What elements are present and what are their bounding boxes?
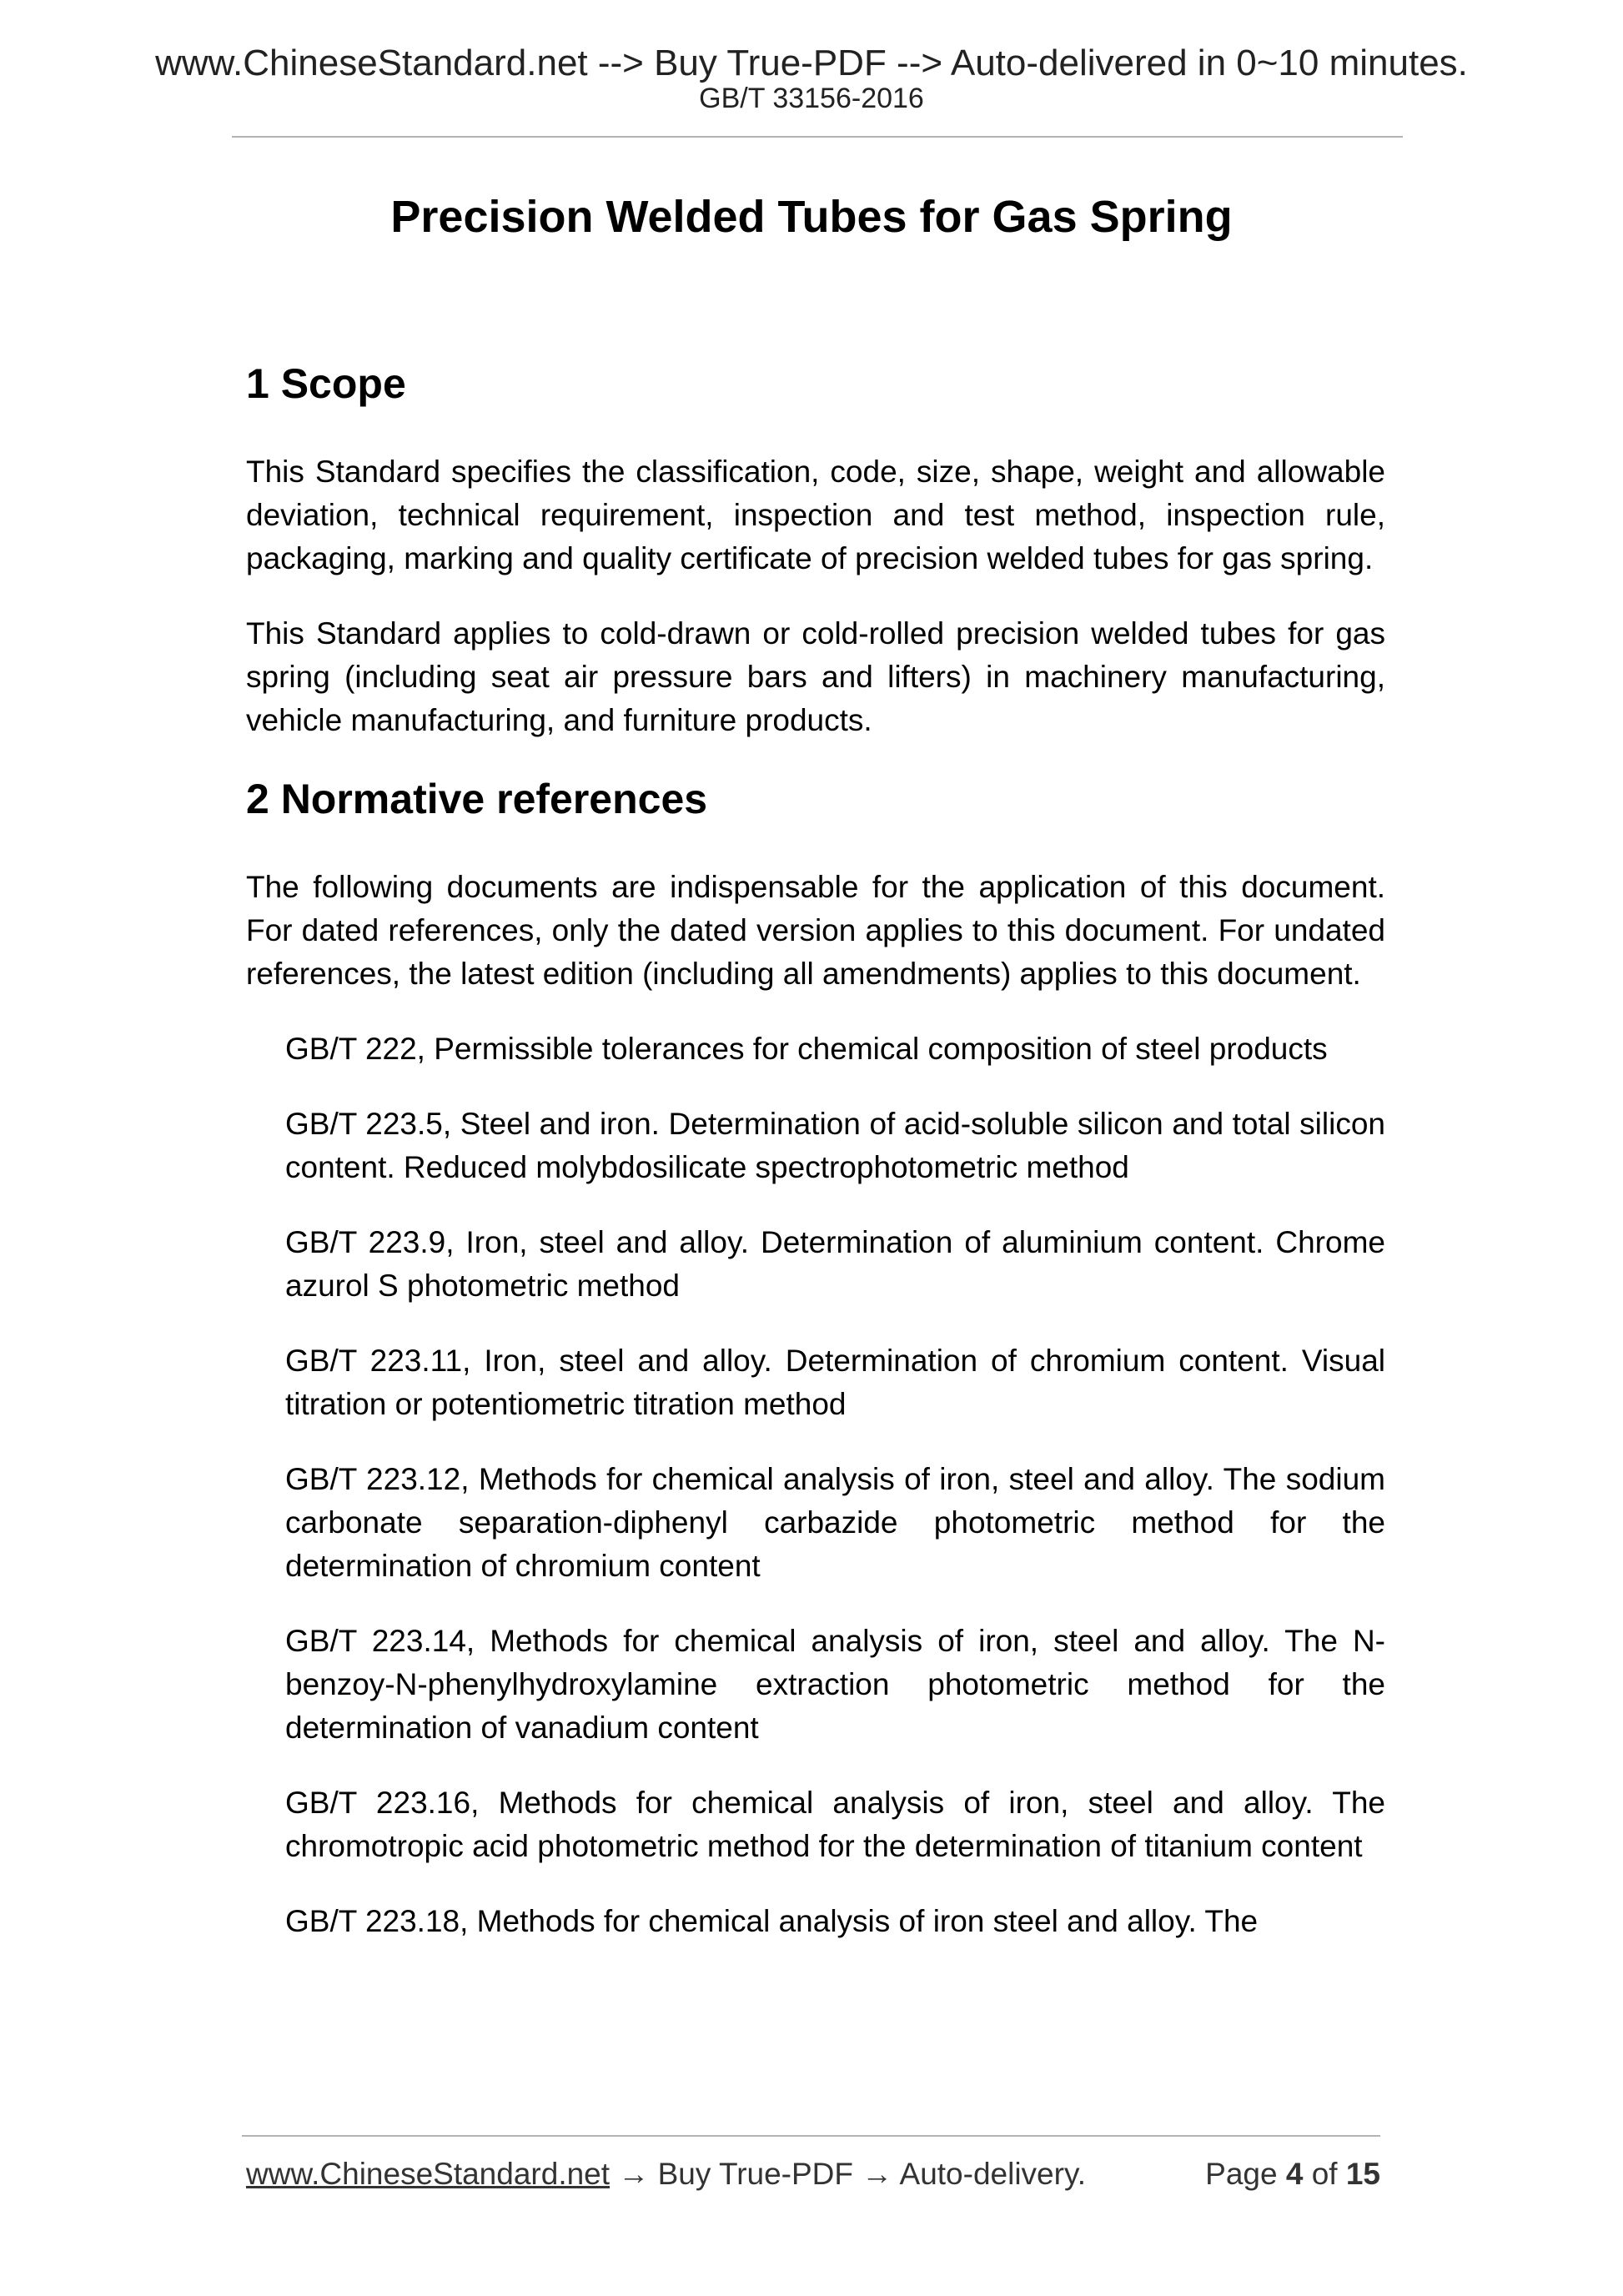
reference-item: GB/T 222, Permissible tolerances for chemical composition of steel products: [285, 1032, 1328, 1066]
reference-item: GB/T 223.14, Methods for chemical analysis of iron, steel and alloy. The N-benzoy-N-phenylhydroxylamine extraction photometric method for the determination of vanadium content: [285, 1624, 1385, 1745]
reference-item: GB/T 223.12, Methods for chemical analysis of iron, steel and alloy. The sodium carbonate separation-diphenyl carbazide photometric method for the determination of chromium content: [285, 1462, 1385, 1583]
footer-divider: [242, 2135, 1380, 2137]
footer-tagline: → Buy True-PDF → Auto-delivery.: [610, 2157, 1086, 2191]
reference-item: GB/T 223.9, Iron, steel and alloy. Determination of aluminium content. Chrome azurol S photometric method: [285, 1225, 1385, 1303]
scope-paragraph: This Standard applies to cold-drawn or cold-rolled precision welded tubes for gas spring (including seat air pressure bars and lifters) in machinery manufacturing, vehicle manufacturing, and furniture products.: [246, 616, 1385, 737]
page-label: Page: [1205, 2157, 1278, 2191]
reference-item: GB/T 223.5, Steel and iron. Determination of acid-soluble silicon and total silicon content. Reduced molybdosilicate spectrophotometric method: [285, 1107, 1385, 1184]
section-heading-scope: 1 Scope: [246, 360, 406, 407]
top-banner: www.ChineseStandard.net --> Buy True-PDF --> Auto-delivered in 0~10 minutes.: [155, 43, 1468, 83]
references-intro-paragraph: The following documents are indispensable for the application of this document. For dated references, only the dated version applies to this document. For undated references, the latest edition (including all amendments) applies to this document.: [246, 870, 1385, 991]
reference-item: GB/T 223.11, Iron, steel and alloy. Determination of chromium content. Visual titration or potentiometric titration method: [285, 1344, 1385, 1421]
reference-item: GB/T 223.16, Methods for chemical analysis of iron, steel and alloy. The chromotropic acid photometric method for the determination of titanium content: [285, 1786, 1385, 1863]
total-pages: 15: [1345, 2157, 1380, 2191]
of-label: of: [1311, 2157, 1338, 2191]
document-body: [246, 359, 1385, 1975]
document-title: Precision Welded Tubes for Gas Spring: [390, 192, 1233, 242]
header-divider: [232, 136, 1403, 138]
footer-site-link[interactable]: www.ChineseStandard.net: [246, 2157, 611, 2191]
page-indicator: [1205, 2155, 1380, 2193]
footer-promo: [246, 2155, 1086, 2193]
standard-code: GB/T 33156-2016: [699, 83, 924, 114]
scope-paragraph: This Standard specifies the classification, code, size, shape, weight and allowable deviation, technical requirement, inspection and test method, inspection rule, packaging, marking and quality certificate of precision welded tubes for gas spring.: [246, 455, 1385, 575]
section-heading-normative-references: 2 Normative references: [246, 776, 708, 822]
page-number: 4: [1285, 2157, 1304, 2191]
reference-item: GB/T 223.18, Methods for chemical analysis of iron steel and alloy. The: [285, 1904, 1259, 1938]
